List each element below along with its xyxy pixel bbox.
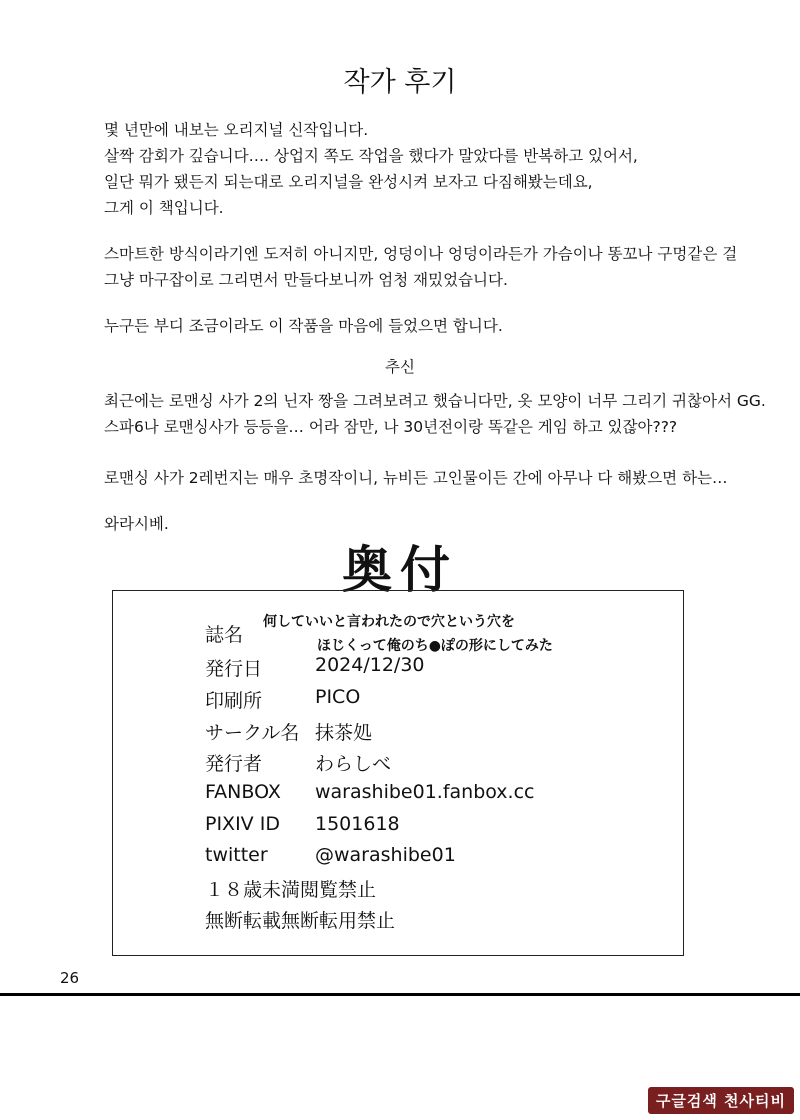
text-line: 스마트한 방식이라기엔 도저히 아니지만, 엉덩이나 엉덩이라든가 가슴이나 똥꼬나 구멍같은 걸 xyxy=(104,245,738,263)
text-line: 살짝 감회가 깊습니다…. 상업지 쪽도 작업을 했다가 말았다를 반복하고 있어서, xyxy=(104,147,638,165)
row-label: サークル名 xyxy=(205,722,300,744)
postscript-label: 추신 xyxy=(385,358,415,376)
paragraph-postscript xyxy=(104,388,764,440)
row-label: 印刷所 xyxy=(205,690,263,712)
text-line: 최근에는 로맨싱 사가 2의 닌자 짱을 그려보려고 했습니다만, 옷 모양이 너무 그리기 귀찮아서 GG. xyxy=(104,392,766,410)
row-label: 発行日 xyxy=(205,658,263,680)
text-line: 몇 년만에 내보는 오리지널 신작입니다. xyxy=(104,121,369,139)
paragraph-method xyxy=(104,241,764,293)
text-line: 스파6나 로맨싱사가 등등을… 어라 잠만, 나 30년전이랑 똑같은 게임 하고 있잖아??? xyxy=(104,418,678,436)
reprint-prohibited-notice: 無断転載無断転用禁止 xyxy=(205,910,396,932)
row-value: 抹茶処 xyxy=(315,722,373,744)
text-line: 그냥 마구잡이로 그리면서 만들다보니까 엄청 재밌었습니다. xyxy=(104,271,508,289)
row-value: 2024/12/30 xyxy=(315,654,425,676)
row-value: @warashibe01 xyxy=(315,844,456,866)
text-line: 로맨싱 사가 2레번지는 매우 초명작이니, 뉴비든 고인물이든 간에 아무나 다 해봤으면 하는… xyxy=(104,469,728,487)
row-label: 発行者 xyxy=(205,753,263,775)
row-label: twitter xyxy=(205,844,268,866)
age-restriction-notice: １８歳未満閲覧禁止 xyxy=(205,879,377,901)
afterword-title: 작가 후기 xyxy=(343,67,457,98)
text-line: 와라시베. xyxy=(104,515,169,533)
text-line: 일단 뭐가 됐든지 되는대로 오리지널을 완성시켜 보자고 다짐해봤는데요, xyxy=(104,173,593,191)
text-line: 그게 이 책입니다. xyxy=(104,199,224,217)
page-number: 26 xyxy=(60,969,80,987)
colophon-box: 誌名 何していいと言われたので穴という穴を ほじくって俺のち●ぽの形にしてみた 発行日 2024/12/30 印刷所 PICO サークル名 抹茶処 発行者 わらしべ FANBOX warashibe01.fanbox.cc PIXIV ID 1501618 twitter @warashibe01 １８歳未満閲覧禁止 無断転載無断転用禁止 xyxy=(112,590,684,956)
paragraph-romancing-saga xyxy=(104,465,764,491)
text-line: 누구든 부디 조금이라도 이 작품을 마음에 들었으면 합니다. xyxy=(104,317,503,335)
row-value: PICO xyxy=(315,686,361,708)
row-value: 1501618 xyxy=(315,813,400,835)
title-line-1: 何していいと言われたので穴という穴を xyxy=(263,614,515,630)
row-value: warashibe01.fanbox.cc xyxy=(315,781,535,803)
bottom-rule xyxy=(0,993,800,996)
watermark-badge: 구글검색 천사티비 xyxy=(648,1087,794,1114)
paragraph-wish xyxy=(104,313,764,339)
row-label: FANBOX xyxy=(205,781,281,803)
row-label: PIXIV ID xyxy=(205,813,280,835)
title-line-2: ほじくって俺のち●ぽの形にしてみた xyxy=(317,638,553,654)
paragraph-intro xyxy=(104,117,764,221)
colophon-heading: 奥付 xyxy=(342,541,458,599)
row-value: わらしべ xyxy=(315,753,392,775)
